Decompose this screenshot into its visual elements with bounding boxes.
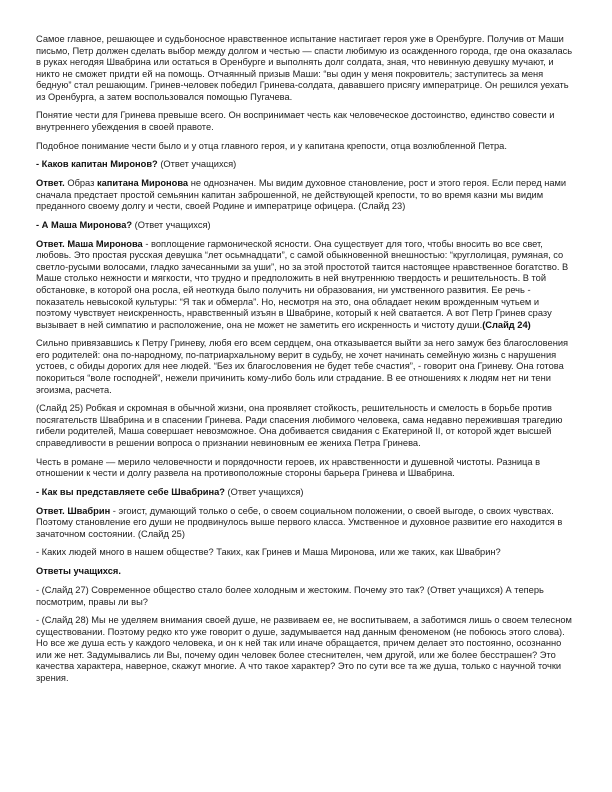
text-run: Образ xyxy=(64,178,97,189)
text-run: - (Слайд 28) Мы не уделяем внимания своей душе, не развиваем ее, не воспитываем, а заботимся лишь о своем телесном существовании. Поэтому редко кто уже говорит о душе, задумывается над данным феноменом (не побоюсь этого слова). Но все же душа есть у каждого человека, и он к ней так или иначе обращается, причем делает это постоянно, осознанно или же нет. Задумывались ли Вы, почему один человек более стеснителен, чем другой, или же более бесстрашен? Это качества характера, наверное, скажут многие. А что такое характер? Это по сути все та же душа, только с научной точки зрения. xyxy=(36,615,572,683)
paragraph xyxy=(36,457,576,480)
bold-text: Ответ. Швабрин xyxy=(36,505,111,516)
bold-text: Ответ. xyxy=(36,178,65,189)
text-run: (Ответ учащихся) xyxy=(132,220,211,231)
text-run: (Ответ учащихся) xyxy=(224,486,304,497)
text-run: - Каких людей много в нашем обществе? Таких, как Гринев и Маша Миронова, или же таких, как Швабрин? xyxy=(36,547,501,558)
paragraph xyxy=(36,566,576,578)
paragraph xyxy=(36,239,576,331)
paragraph xyxy=(36,141,576,153)
document-page xyxy=(36,34,576,692)
paragraph xyxy=(36,506,576,541)
bold-text: Ответ. Маша Миронова xyxy=(36,238,143,249)
text-run: Подобное понимание чести было и у отца главного героя, и у капитана крепости, отца возлюбленной Петра. xyxy=(36,140,507,151)
bold-text: - Как вы представляете себе Швабрина? xyxy=(36,486,225,497)
text-run: Самое главное, решающее и судьбоносное нравственное испытание настигает героя уже в Оренбурге. Получив от Маши письмо, Петр должен сделать выбор между долгом и честью — спасти любимую из осажденного города, где она оказалась в руках негодяя Швабрина или остаться в Оренбурге и выполнять долг солдата, зная, что невинную девушку мучают, и никто не сможет придти ей на помощь. Отчаянный призыв Маши: “вы один у меня покровитель; заступитесь за меня бедную” стал решающим. Гринев-человек победил Гринева-солдата, дававшего присягу императрице. Он решился уехать из Оренбурга, а затем воспользовался помощью Пугачева. xyxy=(36,34,573,102)
text-run: (Слайд 25) Робкая и скромная в обычной жизни, она проявляет стойкость, решительность и смелость в борьбе против посягательств Швабрина и в спасении Гринева. Ради спасения любимого человека, сама недавно пережившая трагедию гибели родителей, Маша совершает невозможное. Она добивается свидания с Екатериной II, от которой ждет высшей справедливости в решении вопроса о признании невиновным ее жениха Петра Гринева. xyxy=(36,403,563,448)
text-run: - воплощение гармонической ясности. Она существует для того, чтобы вносить во все свет, любовь. Это простая русская девушка “лет осьмнадцати”, с самой обыкновенной внешностью: “круглолицая, румяная, со светло-русыми волосами, гладко зачесанными за уши”, но за этой простотой таится настоящее нравственное богатство. В Маше столько нежности и мягкости, что трудно и предположить в ней внутреннюю твердость и решительность. В той обстановке, в которой она росла, ей неоткуда было получить ни образования, ни умственного развития. Ее речь - показатель невысокой культуры: “Я так и обмерла”. Но, несмотря на это, она обладает неким врожденным чутьем и поэтому чувствует неискренность, нравственный изъян в Швабрине, который к ней сватается. А вот Петр Гринев сразу вызывает в ней симпатию и расположение, она не может не заметить его искренность и чистоту души. xyxy=(36,238,569,330)
paragraph xyxy=(36,110,576,133)
paragraph xyxy=(36,403,576,449)
bold-text: капитана Миронова xyxy=(96,178,189,189)
paragraph xyxy=(36,220,576,232)
paragraph xyxy=(36,547,576,559)
text-run: Честь в романе — мерило человечности и порядочности героев, их нравственности и душевной чистоты. Разница в отношении к чести и долгу развела на противоположные стороны барьера Гринева и Швабрина. xyxy=(36,456,541,479)
paragraph xyxy=(36,178,576,213)
bold-text: (Слайд 24) xyxy=(482,319,531,330)
text-run: - эгоист, думающий только о себе, о своем социальном положении, о своей выгоде, о своих чувствах. Поэтому становление его души не продвинулось выше первого класса. Умственное и духовное развитие его находится в зачаточном состоянии. (Слайд 25) xyxy=(36,505,563,539)
paragraph xyxy=(36,615,576,684)
paragraph xyxy=(36,487,576,499)
paragraph xyxy=(36,159,576,171)
bold-text: Ответы учащихся. xyxy=(36,566,121,577)
text-run: (Ответ учащихся) xyxy=(157,159,237,170)
paragraph xyxy=(36,34,576,103)
paragraph xyxy=(36,338,576,396)
bold-text: - Каков капитан Миронов? xyxy=(36,159,158,170)
text-run: Сильно привязавшись к Петру Гриневу, любя его всем сердцем, она отказывается выйти за него замуж без благословения его родителей: она по-народному, по-патриархальному верит в судьбу, не хочет начинать семейную жизнь с нарушения устоев, с обиды дорогих для нее людей. “Без их благословения не будет тебе счастия”, - говорит она Гриневу. Она готова покориться “воле господней”, нежели причинить кому-либо боль или страдание. В ее отношениях к людям нет ни тени эгоизма, расчета. xyxy=(36,338,569,395)
text-run: - (Слайд 27) Современное общество стало более холодным и жестоким. Почему это так? (Ответ учащихся) А теперь посмотрим, правы ли вы? xyxy=(36,584,544,607)
text-run: не однозначен. Мы видим духовное становление, рост и этого героя. Если перед нами сначала предстает простой семьянин капитан заброшенной, не действующей крепости, то во время казни мы видим преданного своему долгу и чести, своей Родине и императрице офицера. (Слайд 23) xyxy=(36,178,567,212)
text-run: Понятие чести для Гринева превыше всего. Он воспринимает честь как человеческое достоинство, единство совести и внутреннего убеждения в своей правоте. xyxy=(36,110,555,133)
paragraph xyxy=(36,585,576,608)
bold-text: - А Маша Миронова? xyxy=(36,220,133,231)
